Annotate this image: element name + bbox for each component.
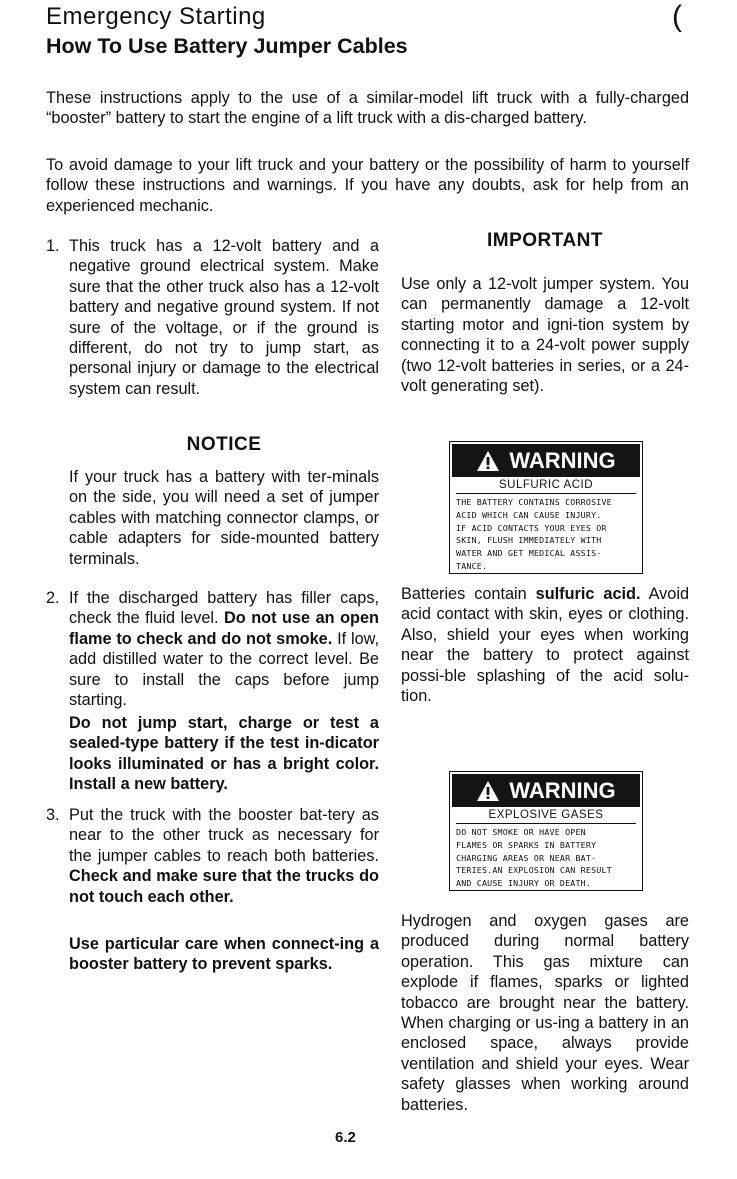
step-3-touch-warning: Check and make sure that the trucks do not touch each other. xyxy=(69,867,379,906)
warning-box-sulfuric-acid xyxy=(449,441,643,574)
gas-paragraph: Hydrogen and oxygen gases are produced during normal battery operation. This gas mixture can explode if flames, sparks or lighted tobacco are brought near the battery. When charging or us-ing a battery in an enclosed space, always provide ventilation and shield your eyes. Wear safety glasses when working around batteries. xyxy=(401,912,689,1114)
warning-line: WATER AND GET MEDICAL ASSIS- xyxy=(456,548,602,559)
important-heading: IMPORTANT xyxy=(486,230,604,251)
step-2-sealed-warning: Do not jump start, charge or test a sealed-type battery if the test in-dicator looks illuminated or has a bright color. Install a new battery. xyxy=(69,714,379,794)
step-3-text-a: Put the truck with the booster bat-tery as near to the other truck as necessary for the jumper cables to reach both batteries. xyxy=(69,806,379,865)
margin-paren: ( xyxy=(672,0,682,33)
step-1-number: 1. xyxy=(46,237,60,255)
acid-paragraph xyxy=(401,584,689,706)
important-text: Use only a 12-volt jumper system. You can permanently damage a 12-volt starting motor and igni-tion system by connecting it to a 24-volt power supply (two 12-volt batteries in series, or a 24-volt generating set). xyxy=(401,275,689,396)
page-title: How To Use Battery Jumper Cables xyxy=(46,34,408,58)
notice-text: If your truck has a battery with ter-minals on the side, you will need a set of jumper cables with matching connector clamps, or cable adapters for side-mounted battery terminals. xyxy=(69,468,379,568)
page-number: 6.2 xyxy=(335,1129,356,1146)
step-1-text: This truck has a 12-volt battery and a negative ground electrical system. Make sure that the other truck also has a 12-volt battery and negative ground system. If not sure of the voltage, or if the ground is different, do not try to jump start, as personal injury or damage to the electrical system can result. xyxy=(69,237,379,398)
warning-triangle-icon xyxy=(476,780,500,802)
step-3-number: 3. xyxy=(46,806,60,824)
acid-text-b: Avoid acid contact with skin, eyes or clothing. Also, shield your eyes when working near the battery to protect against possi-ble splashing of the acid solu-tion. xyxy=(401,585,689,706)
intro-paragraph-1: These instructions apply to the use of a similar-model lift truck with a fully-charged “booster” battery to start the engine of a lift truck with a dis-charged battery. xyxy=(46,89,689,128)
step-2-text-a: If the discharged battery has filler caps, check the fluid level. xyxy=(69,589,379,628)
warning-line: TANCE. xyxy=(456,560,488,571)
warning-text xyxy=(450,824,642,890)
step-3-text xyxy=(69,805,379,907)
warning-line: ACID WHICH CAN CAUSE INJURY. xyxy=(456,509,602,520)
warning-line: AND CAUSE INJURY OR DEATH. xyxy=(456,878,592,889)
step-2-warning-flame: Do not use an open flame to check and do not smoke. xyxy=(69,609,379,648)
warning-line: CHARGING AREAS OR NEAR BAT- xyxy=(456,852,597,863)
warning-line: IF ACID CONTACTS YOUR EYES OR xyxy=(456,522,607,533)
warning-subtitle: SULFURIC ACID xyxy=(456,477,636,494)
acid-bold: sulfuric acid. xyxy=(535,585,641,603)
step-2-text xyxy=(69,588,379,710)
notice-heading: NOTICE xyxy=(186,434,262,455)
warning-banner xyxy=(452,774,640,807)
warning-line: DO NOT SMOKE OR HAVE OPEN xyxy=(456,827,586,837)
step-3-sparks-warning: Use particular care when connect-ing a booster battery to prevent sparks. xyxy=(69,935,379,974)
warning-triangle-icon xyxy=(476,450,500,472)
acid-text-a: Batteries contain xyxy=(401,585,527,603)
warning-line: THE BATTERY CONTAINS CORROSIVE xyxy=(456,497,612,507)
warning-label: WARNING xyxy=(509,777,616,803)
warning-banner xyxy=(452,444,640,477)
step-2-number: 2. xyxy=(46,589,60,607)
warning-line: FLAMES OR SPARKS IN BATTERY xyxy=(456,839,597,850)
warning-line: TERIES.AN EXPLOSION CAN RESULT xyxy=(456,865,612,876)
step-2-text-b: If low, add distilled water to the correct level. Be sure to install the caps before jump starting. xyxy=(69,629,379,710)
warning-box-explosive-gases xyxy=(449,771,643,891)
warning-label: WARNING xyxy=(509,447,616,473)
warning-line: SKIN, FLUSH IMMEDIATELY WITH xyxy=(456,535,602,546)
intro-paragraph-2: To avoid damage to your lift truck and your battery or the possibility of harm to yourself follow these instructions and warnings. If you have any doubts, ask for help from an experienced mechanic. xyxy=(46,156,689,215)
warning-subtitle: EXPLOSIVE GASES xyxy=(456,807,636,824)
warning-text xyxy=(450,494,642,573)
section-title: Emergency Starting xyxy=(46,3,266,30)
